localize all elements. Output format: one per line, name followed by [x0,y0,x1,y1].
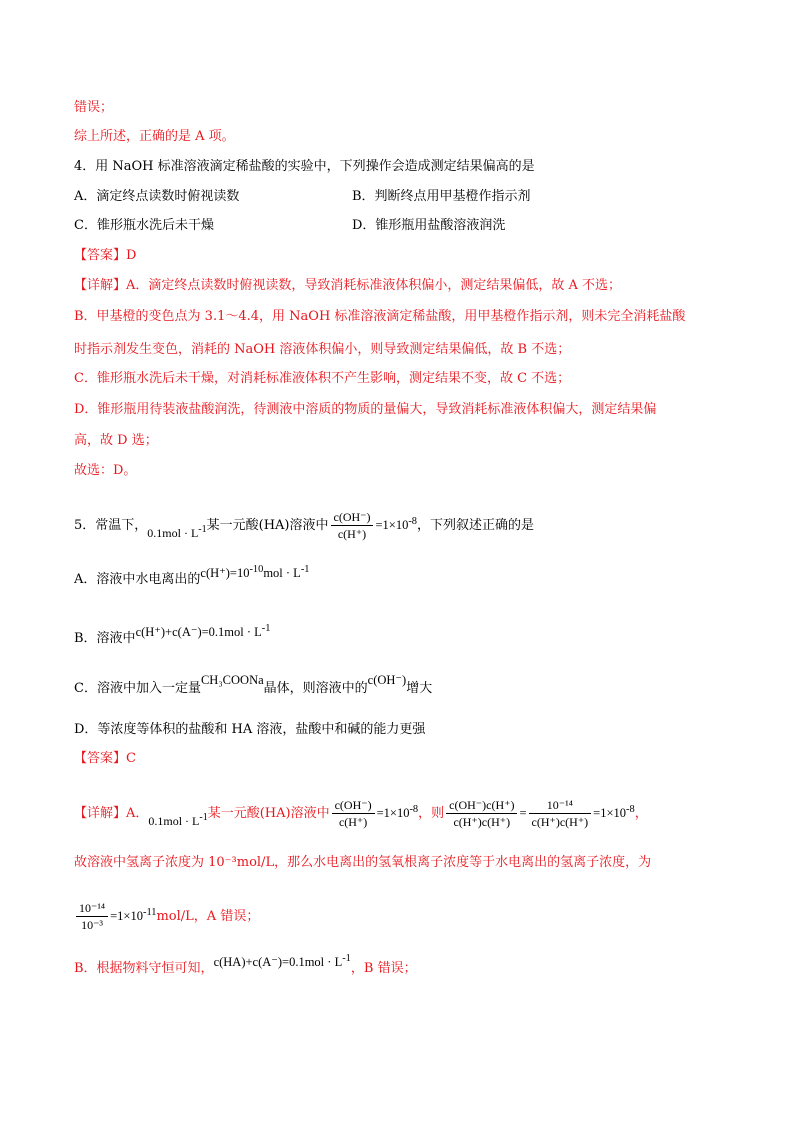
equation-value: =1×10 [110,909,143,924]
equation [110,909,156,923]
q5-option-a [74,566,310,590]
stem-text: ，下列叙述正确的是 [417,518,535,534]
chemical-formula: CH₃COONa [200,673,264,687]
concentration-value: 0.1mol · L [147,526,199,541]
fraction-numerator: 10⁻¹⁴ [529,797,592,814]
option-a [74,187,239,207]
math-text: c(HA)+c(A⁻)=0.1mol · L [213,955,343,970]
option-text: 晶体，则溶液中的 [263,681,368,696]
fraction-numerator: c(OH⁻) [331,509,374,526]
fraction-denominator: c(H⁺) [337,527,367,542]
question-4-stem: 4．用 NaOH 标准溶液滴定稀盐酸的实验中，下列操作会造成测定结果偏高的是 [74,159,535,174]
option-d: D．锥形瓶用盐酸溶液润洗 [352,218,506,233]
ratio-fraction [76,900,108,933]
option-text: B．溶液中 [74,631,136,647]
explanation-line: 【详解】A．滴定终点读数时俯视读数，导致消耗标准液体积偏小，测定结果偏低，故 A 不选； [74,278,622,293]
concentration [148,814,207,828]
explanation-line: 高，故 D 选； [74,433,158,448]
ratio-fraction [529,797,592,830]
equation: = [519,806,527,821]
exponent: -8 [626,804,635,815]
math-text: c(H⁺)=10 [200,566,250,581]
option-c: C．锥形瓶水洗后未干燥 [74,218,214,233]
equation [593,806,635,820]
option-b: B．判断终点用甲基橙作指示剂 [352,189,531,204]
option-text: C．溶液中加入一定量 [74,681,201,696]
exponent: -10 [249,564,264,575]
explanation-text: ，则 [418,806,445,822]
fraction-numerator: c(OH⁻)c(H⁺) [446,797,517,814]
option-a-text: A．滴定终点读数时俯视读数 [74,189,240,204]
ratio-fraction [446,797,517,830]
explanation-text: 某一元酸(HA)溶液中 [207,806,330,822]
answer-label: 【答案】D [74,248,137,263]
option-math [200,566,309,580]
option-math: c(OH⁻) [367,673,407,687]
explanation-text: ，B 错误； [350,961,417,977]
exponent: -1 [342,953,351,964]
explanation-line: C．锥形瓶水洗后未干燥，对消耗标准液体积不产生影响，测定结果不变，故 C 不选； [74,371,571,386]
text-line: 错误； [74,100,114,115]
equation [377,806,419,820]
equation [375,518,417,532]
q5-option-d: D．等浓度等体积的盐酸和 HA 溶液，盐酸中和碱的能力更强 [74,722,426,737]
explanation-line: B．甲基橙的变色点为 3.1～4.4，用 NaOH 标准溶液滴定稀盐酸，用甲基橙作指示剂，则未完全消耗盐酸 [74,309,686,324]
conclusion-line: 故选：D。 [74,463,137,478]
exponent: -8 [408,516,418,527]
explanation-line: 时指示剂发生变色，消耗的 NaOH 溶液体积偏小，则导致测定结果偏低，故 B 不选； [74,342,571,357]
equation-value: =1×10 [593,806,627,821]
option-math [136,625,271,639]
q5-explanation-a [74,782,648,842]
q5-option-b [74,625,270,649]
answer-label: 【答案】C [74,751,136,766]
explanation-math [214,955,351,969]
explanation-line [74,893,259,937]
ratio-fraction [332,797,375,830]
fraction-denominator: 10⁻³ [81,918,104,933]
equation-value: =1×10 [376,806,410,821]
explanation-text: B．根据物料守恒可知， [74,961,214,977]
fraction-denominator: c(H⁺) [338,815,368,830]
fraction-denominator: c(H⁺)c(H⁺) [531,815,589,830]
fraction-numerator: c(OH⁻) [332,797,375,814]
concentration [147,526,206,540]
question-5-stem [74,502,534,546]
q5-option-c [74,673,433,699]
explanation-line: D．锥形瓶用待装液盐酸润洗，待测液中溶质的物质的量偏大，导致消耗标准液体积偏大，测定结果偏 [74,402,657,417]
text-line: 综上所述，正确的是 A 项。 [74,129,235,144]
math-text: c(H⁺)+c(A⁻)=0.1mol · L [135,625,262,640]
fraction-numerator: 10⁻¹⁴ [76,900,108,917]
exponent: -8 [409,804,419,815]
option-text: A．溶液中水电离出的 [74,572,201,588]
concentration-value: 0.1mol · L [148,814,200,829]
stem-text: 5．常温下， [74,518,148,534]
explanation-text: mol/L，A 错误； [156,909,260,925]
exponent: -1 [261,623,271,634]
exponent: -1 [300,564,310,575]
math-text: mol · L [263,566,301,581]
explanation-text: 【详解】A． [74,806,149,822]
equation-value: =1×10 [375,518,409,533]
exponent: -11 [142,907,157,918]
explanation-text: ， [634,806,648,822]
explanation-line [74,955,417,979]
option-text: 增大 [406,681,433,696]
exponent: -1 [198,524,207,536]
exponent: -1 [199,812,208,824]
explanation-line: 故溶液中氢离子浓度为 10⁻³mol/L，那么水电离出的氢氧根离子浓度等于水电离出的氢离子浓度，为 [74,855,652,870]
stem-text: 某一元酸(HA)溶液中 [206,518,329,534]
ratio-fraction [331,509,374,542]
fraction-denominator: c(H⁺)c(H⁺) [453,815,511,830]
